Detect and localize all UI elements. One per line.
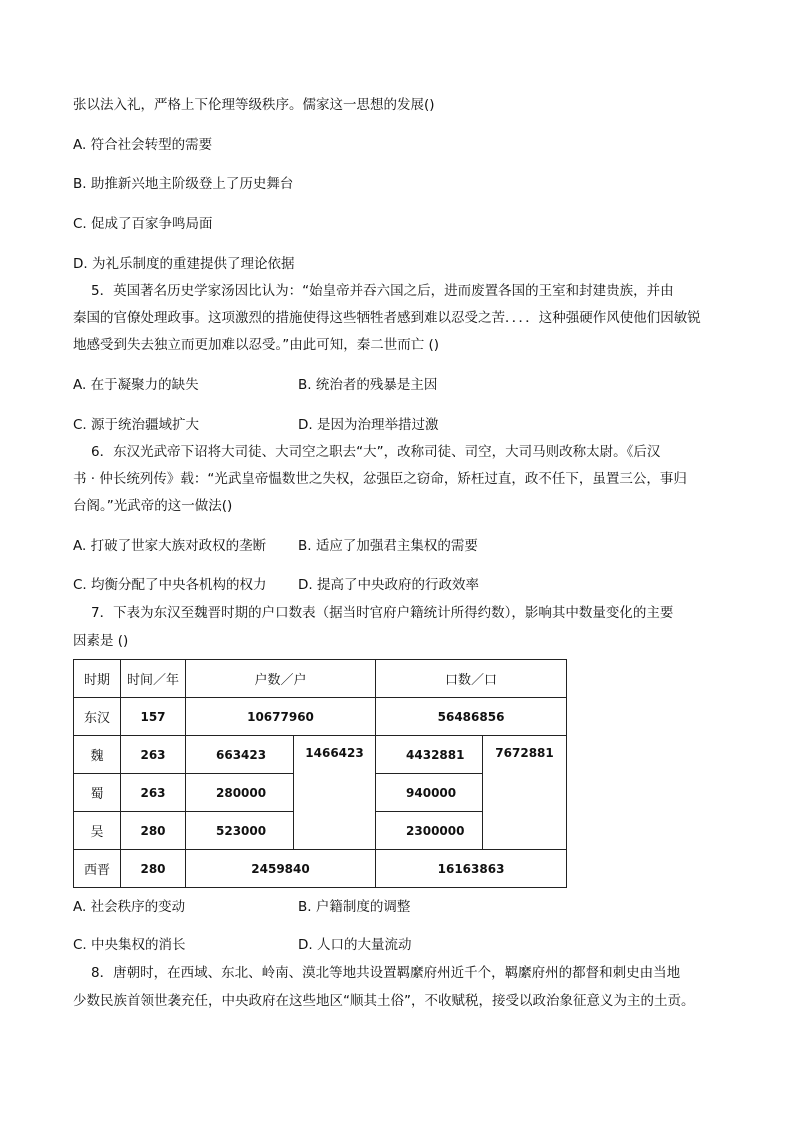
households-cell: 10677960 <box>186 698 376 736</box>
three-kingdoms-population-total: 7672881 <box>483 736 567 850</box>
header-population: 口数／口 <box>376 660 567 698</box>
q5-option-b: B. 统治者的残暴是主因 <box>298 377 438 393</box>
q5-option-a: A. 在于凝聚力的缺失 <box>73 377 199 393</box>
period-cell: 蜀 <box>74 774 121 812</box>
year-cell: 263 <box>121 736 186 774</box>
q5-option-c: C. 源于统治疆域扩大 <box>73 417 200 433</box>
population-cell: 2300000 <box>376 812 483 850</box>
period-cell: 吴 <box>74 812 121 850</box>
q4-stem-tail: 张以法入礼，严格上下伦理等级秩序。儒家这一思想的发展() <box>73 97 435 113</box>
table-row-xijin <box>74 850 567 888</box>
year-cell: 157 <box>121 698 186 736</box>
households-cell: 663423 <box>186 736 294 774</box>
q5-stem-line-2: 秦国的官僚处理政事。这项激烈的措施使得这些牺牲者感到难以忍受之苦．．．．这种强硬作风使他们因敏锐 <box>73 310 701 326</box>
table-row-donghan <box>74 698 567 736</box>
q6-option-c: C. 均衡分配了中央各机构的权力 <box>73 577 267 593</box>
q5-stem-line-1: 5．英国著名历史学家汤因比认为：“始皇帝并吞六国之后，进而废置各国的王室和封建贵族，并由 <box>91 283 674 299</box>
header-year: 时间／年 <box>121 660 186 698</box>
year-cell: 263 <box>121 774 186 812</box>
q6-stem-line-1: 6．东汉光武帝下诏将大司徒、大司空之职去“大”，改称司徒、司空，大司马则改称太尉。《后汉 <box>91 444 661 460</box>
table-row-wei <box>74 736 567 774</box>
period-cell: 东汉 <box>74 698 121 736</box>
q6-option-a: A. 打破了世家大族对政权的垄断 <box>73 538 267 554</box>
q7-option-c: C. 中央集权的消长 <box>73 937 186 953</box>
year-cell: 280 <box>121 812 186 850</box>
population-cell: 16163863 <box>376 850 567 888</box>
q7-stem-line-1: 7．下表为东汉至魏晋时期的户口数表（据当时官府户籍统计所得约数），影响其中数量变化的主要 <box>91 605 674 621</box>
q6-option-b: B. 适应了加强君主集权的需要 <box>298 538 478 554</box>
population-table <box>73 659 567 888</box>
population-cell: 56486856 <box>376 698 567 736</box>
period-cell: 西晋 <box>74 850 121 888</box>
q7-option-d: D. 人口的大量流动 <box>298 937 412 953</box>
q4-option-b: B. 助推新兴地主阶级登上了历史舞台 <box>73 176 294 192</box>
households-cell: 2459840 <box>186 850 376 888</box>
header-period: 时期 <box>74 660 121 698</box>
q4-option-d: D. 为礼乐制度的重建提供了理论依据 <box>73 256 295 272</box>
header-households: 户数／户 <box>186 660 376 698</box>
q5-option-d: D. 是因为治理举措过激 <box>298 417 439 433</box>
q6-stem-line-2: 书 · 仲长统列传》载：“光武皇帝愠数世之失权，忿强臣之窃命，矫枉过直，政不任下，虽置三公，事归 <box>73 471 687 487</box>
q7-option-a: A. 社会秩序的变动 <box>73 899 186 915</box>
year-cell: 280 <box>121 850 186 888</box>
q7-stem-line-2: 因素是 () <box>73 633 129 649</box>
q6-option-d: D. 提高了中央政府的行政效率 <box>298 577 479 593</box>
q7-option-b: B. 户籍制度的调整 <box>298 899 411 915</box>
period-cell: 魏 <box>74 736 121 774</box>
q6-stem-line-3: 台阁。”光武帝的这一做法() <box>73 498 233 514</box>
q8-stem-line-2: 少数民族首领世袭充任，中央政府在这些地区“顺其土俗”，不收赋税，接受以政治象征意义为主的土贡。 <box>73 993 695 1009</box>
households-cell: 523000 <box>186 812 294 850</box>
households-cell: 280000 <box>186 774 294 812</box>
three-kingdoms-households-total: 1466423 <box>294 736 376 850</box>
q4-option-c: C. 促成了百家争鸣局面 <box>73 216 213 232</box>
q5-stem-line-3: 地感受到失去独立而更加难以忍受。”由此可知，秦二世而亡 () <box>73 337 440 353</box>
q4-option-a: A. 符合社会转型的需要 <box>73 137 213 153</box>
population-cell: 940000 <box>376 774 483 812</box>
q8-stem-line-1: 8．唐朝时，在西域、东北、岭南、漠北等地共设置羁縻府州近千个，羁縻府州的都督和刺史由当地 <box>91 965 681 981</box>
population-cell: 4432881 <box>376 736 483 774</box>
table-header-row <box>74 660 567 698</box>
